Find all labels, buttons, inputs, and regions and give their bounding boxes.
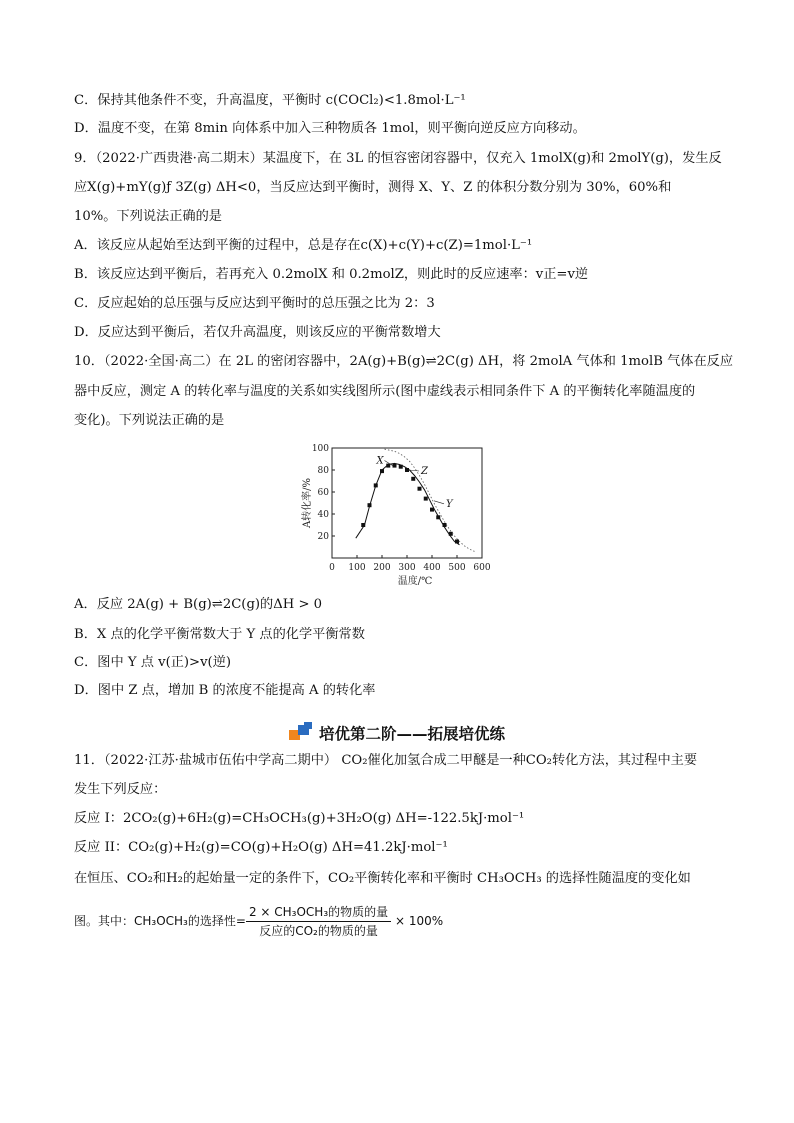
question-10-line-2: 器中反应，测定 A 的转化率与温度的关系如实线图所示(图中虚线表示相同条件下 A 的平衡转化率随温度的 (74, 384, 696, 399)
question-11-line-2: 发生下列反应： (74, 782, 167, 797)
data-point (368, 503, 372, 507)
y-axis-label: A转化率/% (302, 477, 313, 529)
data-point (436, 515, 440, 519)
data-point (405, 468, 409, 472)
question-9-option-b: B．该反应达到平衡后，若再充入 0.2molX 和 0.2molZ，则此时的反应速率：v正=v逆 (74, 267, 589, 282)
data-point (430, 508, 434, 512)
point-label-y: Y (446, 498, 453, 510)
section-logo-icon (289, 722, 313, 742)
point-label-x: X (376, 455, 384, 467)
data-point (361, 523, 365, 527)
question-11-line-1: 11．（2022·江苏·盐城市伍佑中学高二期中） CO₂催化加氢合成二甲醚是一种CO₂转化方法，其过程中主要 (74, 753, 698, 768)
question-10-option-d: D．图中 Z 点，增加 B 的浓度不能提高 A 的转化率 (74, 683, 376, 698)
x-tick-label: 300 (398, 563, 416, 573)
data-point (393, 464, 397, 468)
data-point (449, 532, 453, 536)
x-tick-label: 200 (373, 563, 391, 573)
question-10-option-c: C．图中 Y 点 v(正)>v(逆) (74, 655, 232, 670)
y-tick-label: 60 (317, 488, 329, 498)
x-tick-label: 100 (348, 563, 366, 573)
data-point (411, 477, 415, 481)
reaction-1-equation: 反应 I：2CO₂(g)+6H₂(g)=CH₃OCH₃(g)+3H₂O(g) ΔH=-122.5kJ·mol⁻¹ (74, 811, 525, 826)
section-header (0, 722, 794, 745)
selectivity-formula-line (74, 904, 443, 939)
question-10-option-b: B．X 点的化学平衡常数大于 Y 点的化学平衡常数 (74, 627, 365, 642)
question-9-option-a: A．该反应从起始至达到平衡的过程中，总是存在c(X)+c(Y)+c(Z)=1mol·L⁻¹ (74, 238, 533, 253)
data-point (374, 483, 378, 487)
data-point (455, 540, 459, 544)
question-9-line-3: 10%。下列说法正确的是 (74, 209, 222, 224)
section-title: 培优第二阶——拓展培优练 (318, 725, 505, 743)
y-tick-label: 80 (317, 466, 329, 476)
question-10-line-1: 10．（2022·全国·高二）在 2L 的密闭容器中，2A(g)+B(g)⇌2C(g) ΔH，将 2molA 气体和 1molB 气体在反应 (74, 354, 734, 369)
question-10-line-3: 变化)。下列说法正确的是 (74, 413, 225, 428)
data-point (418, 487, 422, 491)
question-9-option-c: C．反应起始的总压强与反应达到平衡时的总压强之比为 2：3 (74, 296, 435, 311)
x-tick-label: 500 (448, 563, 466, 573)
question-9-option-d: D．反应达到平衡后，若仅升高温度，则该反应的平衡常数增大 (74, 325, 441, 340)
x-axis-label: 温度/℃ (397, 576, 433, 587)
data-point (380, 469, 384, 473)
x-tick-label: 0 (329, 563, 335, 573)
text-line-d-option: D．温度不变，在第 8min 向体系中加入三种物质各 1mol，则平衡向逆反应方向移动。 (74, 121, 586, 136)
selectivity-fraction-denominator: 反应的CO₂的物质的量 (259, 924, 378, 938)
data-point (399, 465, 403, 469)
text-line-c-option: C．保持其他条件不变，升高温度，平衡时 c(COCl₂)<1.8mol·L⁻¹ (74, 93, 466, 108)
x-tick-label: 400 (423, 563, 441, 573)
point-label-z: Z (421, 466, 428, 477)
x-tick-label: 600 (473, 563, 491, 573)
question-9-line-1: 9．（2022·广西贵港·高二期末）某温度下，在 3L 的恒容密闭容器中，仅充入 1molX(g)和 2molY(g)，发生反 (74, 151, 722, 166)
data-point (443, 523, 447, 527)
y-tick-label: 100 (311, 444, 329, 454)
question-11-line-5: 在恒压、CO₂和H₂的起始量一定的条件下，CO₂平衡转化率和平衡时 CH₃OCH₃ 的选择性随温度的变化如 (74, 871, 691, 886)
y-tick-label: 20 (317, 532, 329, 542)
selectivity-formula-prefix: 图。其中：CH₃OCH₃的选择性= (74, 914, 246, 928)
selectivity-fraction (246, 904, 391, 939)
selectivity-formula-suffix: × 100% (391, 914, 444, 928)
data-point (386, 464, 390, 468)
conversion-vs-temperature-chart (300, 440, 510, 590)
y-tick-label: 40 (317, 510, 329, 520)
question-9-line-2: 应X(g)+mY(g)ƒ 3Z(g) ΔH<0，当反应达到平衡时，测得 X、Y、Z 的体积分数分别为 30%，60%和 (74, 180, 672, 195)
point-label-leader (434, 501, 444, 504)
reaction-2-equation: 反应 II：CO₂(g)+H₂(g)=CO(g)+H₂O(g) ΔH=41.2kJ·mol⁻¹ (74, 840, 448, 855)
question-10-option-a: A．反应 2A(g) + B(g)⇌2C(g)的ΔH > 0 (74, 597, 323, 612)
data-point (424, 497, 428, 501)
selectivity-fraction-numerator: 2 × CH₃OCH₃的物质的量 (246, 904, 391, 922)
